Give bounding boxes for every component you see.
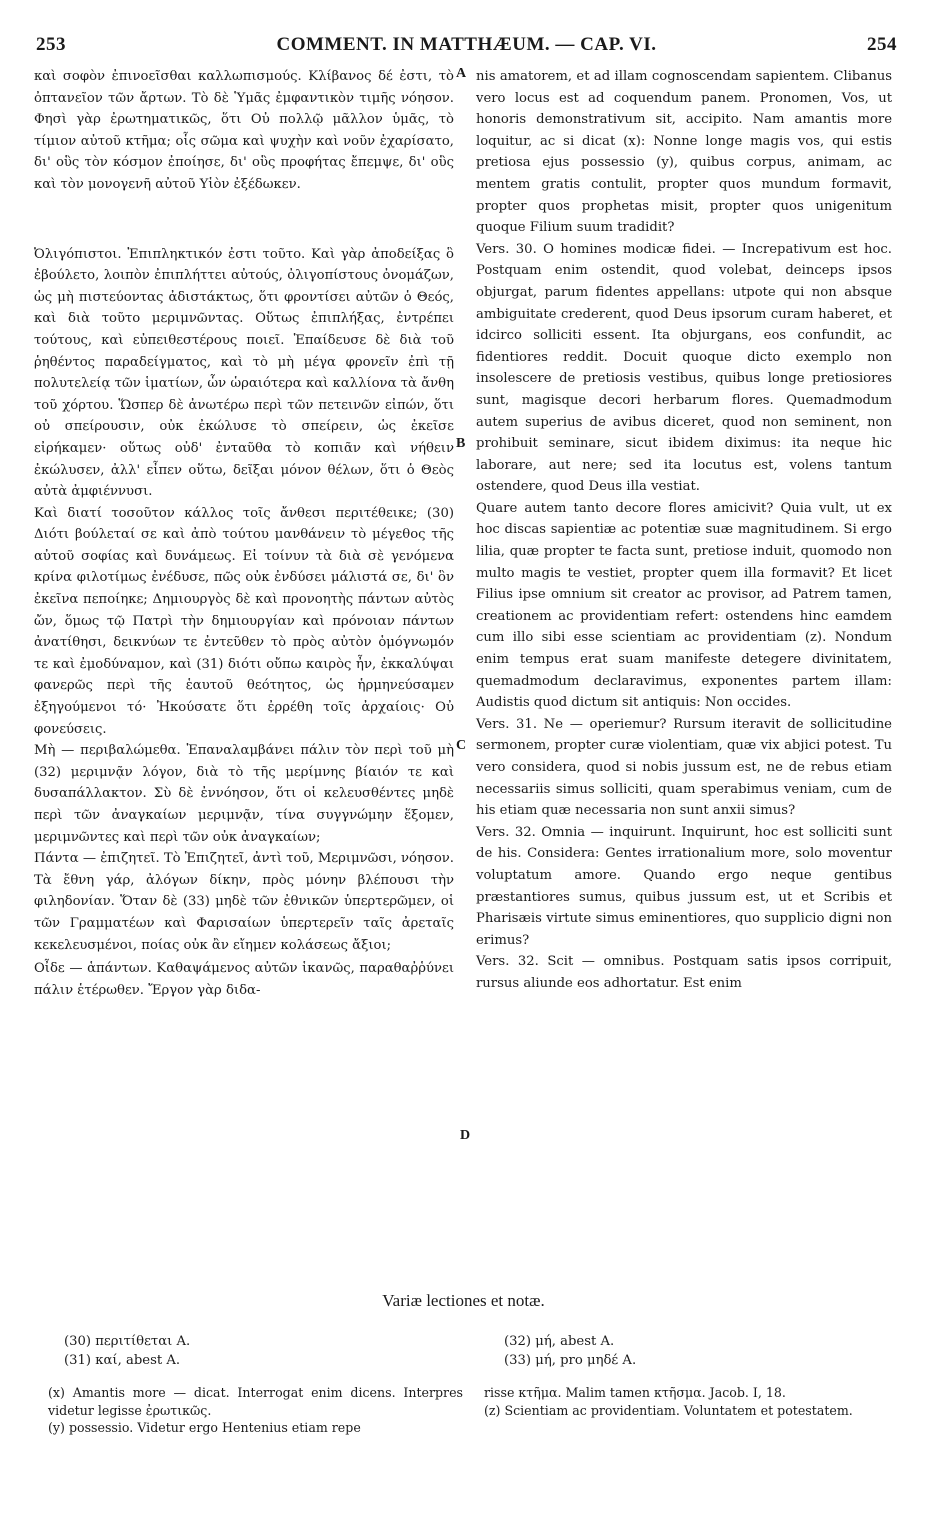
latin-paragraph: Vers. 32. Scit — omnibus. Postquam satis ipsos corripuit, rursus aliunde eos adhortatur. Est enim [476, 954, 892, 991]
greek-paragraph: καὶ σοφὸν ἐπινοεῖσθαι καλλωπισμούς. Κλίβανος δέ ἐστι, τὸ ὀπτανεῖον τῶν ἄρτων. Τὸ δὲ Ὑμᾶς ἐμφαντικὸν τιμῆς νόησον. Φησὶ γὰρ ἐρωτηματικῶς, ὅτι Οὐ πολλῷ μᾶλλον ὑμᾶς, τὸ τίμιον αὐτοῦ κτῆμα; οἷς σῶμα καὶ ψυχὴν καὶ νοῦν ἐχαρίσατο, δι' οὓς τὸν κόσμον ἐποίησε, δι' οὓς προφήτας ἔπεμψε, δι' οὓς καὶ τὸν μονογενῆ αὐτοῦ Υἱὸν ἐξέδωκεν. [34, 69, 454, 192]
footnote: (z) Scientiam ac providentiam. Voluntatem et potestatem. [484, 1402, 853, 1418]
page-number-right: 254 [867, 34, 897, 55]
variant-note: (32) μή, abest A. [504, 1334, 615, 1349]
latin-paragraph: Vers. 31. Ne — operiemur? Rursum iteravit de sollicitudine sermonem, propter curæ violentiam, quæ vix abjici potest. Tu vero considera, quod si nobis jussum est, ne de rebus etiam necessariis simus solliciti, quam sperabimus veniam, cum de his etiam quæ necessaria non sunt anxii simus? [476, 716, 892, 819]
greek-paragraph: Μὴ — περιβαλώμεθα. Ἐπαναλαμβάνει πάλιν τὸν περὶ τοῦ μὴ (32) μεριμνᾷν λόγον, διὰ τὸ τῆς μερίμνης βίαιόν τε καὶ δυσαπάλλακτον. Σὺ δὲ ἐννόησον, ὅτι οἱ κελευσθέντες μηδὲ περὶ τῶν ἀναγκαίων μεριμνᾷν, τίνα συγγνώμην ἕξομεν, μεριμνῶντες καὶ περὶ τῶν οὐκ ἀναγκαίων; [34, 743, 454, 845]
greek-column [34, 66, 454, 1001]
variant-note: (33) μή, pro μηδέ A. [504, 1353, 637, 1368]
margin-letter-d: D [460, 1128, 471, 1143]
variae-lectiones-heading: Variæ lectiones et notæ. [382, 1291, 545, 1310]
greek-paragraph: Πάντα — ἐπιζητεῖ. Τὸ Ἐπιζητεῖ, ἀντὶ τοῦ, Μεριμνῶσι, νόησον. Τὰ ἔθνη γάρ, ἀλόγων δίκην, πρὸς μόνην βλέπουσι τὴν φιληδονίαν. Ὅταν δὲ (33) μηδὲ τῶν ἐθνικῶν ὑπερτερῶμεν, οἱ τῶν Γραμματέων καὶ Φαρισαίων ὑπερτερεῖν ταῖς ἀρεταῖς κεκελευσμένοι, ποίας οὐκ ἂν εἴημεν κολάσεως ἄξιοι; [34, 851, 454, 953]
latin-paragraph: Vers. 30. O homines modicæ fidei. — Increpativum est hoc. Postquam enim ostendit, quod volebat, deinceps ipsos objurgat, parum fidentes appellans: utpote qui non absque ambiguitate crederent, quod Deus ipsorum curam haberet, et idcirco solliciti essent. Ita objurgans, eos confundit, ac fidentiores reddit. Docuit quoque dicto exemplo non insolescere de pretiosis vestibus, quibus longe pretiosiores sunt, magisque decori herbarum flores. Quemadmodum autem superius de avibus diceret, quod non seminent, non prohibuit seminare, sicut ibidem diximus: ita neque hic laborare, aut nere; sed ita locutus est, volens tantum ostendere, quod Deus illa vestiat. [476, 241, 892, 495]
latin-column [476, 66, 892, 995]
variant-note: (31) καί, abest A. [64, 1353, 181, 1368]
latin-paragraph: Vers. 32. Omnia — inquirunt. Inquirunt, hoc est solliciti sunt de his. Considera: Gentes irrationalium more, solo moventur voluptatum amore. Quando ergo neque gentibus præstantiores sumus, quibus jussum est, ut et Scribis et Pharisæis virtute simus eminentiores, quo supplicio digni non erimus? [476, 824, 892, 948]
footnote: (y) possessio. Videtur ergo Hentenius etiam repe [48, 1420, 361, 1435]
variant-note: (30) περιτίθεται A. [64, 1334, 191, 1349]
variant-notes-left [64, 1332, 190, 1370]
margin-letter-a: A [456, 66, 467, 81]
footnotes-right [484, 1384, 896, 1419]
footnote: risse κτῆμα. Malim tamen κτῆσμα. Jacob. I, 18. [484, 1385, 786, 1400]
greek-paragraph: Ὀλιγόπιστοι. Ἐπιπληκτικόν ἐστι τοῦτο. Καὶ γὰρ ἀποδείξας ὃ ἐβούλετο, λοιπὸν ἐπιπλήττει αὐτούς, ὀλιγοπίστους ὀνομάζων, ὡς μὴ πιστεύοντας ἀδιστάκτως, ὅτι φροντίσει αὐτῶν ὁ Θεός, καὶ διὰ τοῦτο μεριμνῶντας. Οὕτως ἐπιπλήξας, ἐντρέπει τούτους, καὶ εὐπειθεστέρους ποιεῖ. Ἐπαίδευσε δὲ διὰ τοῦ ῥηθέντος παραδείγματος, καὶ τὸ μὴ μέγα φρονεῖν ἐπὶ τῇ πολυτελείᾳ τῶν ἱματίων, ὧν ὡραιότερα καὶ καλλίονα τὰ ἄνθη τοῦ χόρτου. Ὥσπερ δὲ ἀνωτέρω περὶ τῶν πετεινῶν εἰπών, ὅτι οὐ σπείρουσιν, οὐκ ἐκώλυσε τὸ σπείρειν, ὡς ἐκεῖσε εἰρήκαμεν· οὕτως οὐδ' ἐνταῦθα τὸ κοπιᾶν καὶ νήθειν ἐκώλυσεν, ἀλλ' εἶπεν οὕτω, δεῖξαι μόνον θέλων, ὅτι ὁ Θεὸς αὐτὰ ἀμφιέννυσι. [34, 246, 454, 500]
margin-letter-c: C [456, 738, 467, 753]
page-header [36, 34, 897, 58]
latin-paragraph: Quare autem tanto decore flores amicivit? Quia vult, ut ex hoc discas sapientiæ ac potentiæ suæ magnitudinem. Si ergo lilia, quæ propter te facta sunt, pretiose induit, quomodo non multo magis te vestiet, propter quem illa formavit? Et licet Filius ipse omnium sit creator ac provisor, ad Patrem tamen, creationem ac providentiam refert: ostendens hinc eamdem cum illo sibi esse scientiam ac providentiam (z). Nondum enim tempus erat suam manifeste detegere divinitatem, quemadmodum declaravimus, exponentes partem illam: Audistis quod dictum sit antiquis: Non occides. [476, 500, 892, 711]
latin-paragraph: nis amatorem, et ad illam cognoscendam sapientem. Clibanus vero locus est ad coquendum panem. Pronomen, Vos, ut honoris demonstrativum sit, accipito. Nam amantis more loquitur, ac si dicat (x): Nonne longe magis vos, qui estis pretiosa ejus possessio (y), quibus corpus, animam, ac mentem gratis contulit, propter quos mundum formavit, propter quos prophetas misit, propter quos unigenitum quoque Filium suum tradidit? [476, 69, 892, 236]
margin-letter-b: B [456, 436, 466, 451]
footnote: (x) Amantis more — dicat. Interrogat enim dicens. Interpres videtur legisse ἐρωτικῶς. [48, 1385, 463, 1418]
greek-paragraph: Οἶδε — ἁπάντων. Καθαψάμενος αὐτῶν ἱκανῶς, παραθαῤῥύνει πάλιν ἑτέρωθεν. Ἔργον γὰρ διδα- [34, 961, 454, 998]
greek-paragraph: Καὶ διατί τοσοῦτον κάλλος τοῖς ἄνθεσι περιτέθεικε; (30) Διότι βούλεταί σε καὶ ἀπὸ τούτου μανθάνειν τὸ μέγεθος τῆς αὐτοῦ σοφίας καὶ δυνάμεως. Εἰ τοίνυν τὰ διὰ σὲ γενόμενα κρίνα φιλοτίμως ἐνέδυσε, πῶς οὐκ ἐνδύσει μάλιστά σε, δι' ὃν ἐκεῖνα πεποίηκε; Δημιουργὸς δὲ καὶ προνοητὴς πάντων αὐτὸς ὤν, ὅμως τῷ Πατρὶ τὴν δημιουργίαν καὶ πρόνοιαν πάντων ἀνατίθησι, δεικνύων τε ἐντεῦθεν τὸ πρὸς αὐτὸν ὁμόγνωμόν τε καὶ ἐμοδύναμον, καὶ (31) διότι οὔπω καιρὸς ἦν, ἐκκαλύψαι φανερῶς περὶ τῆς ἑαυτοῦ θεότητος, ὡς ἡρμηνεύσαμεν ἐξηγούμενοι τό· Ἠκούσατε ὅτι ἐρρέθη τοῖς ἀρχαίοις· Οὐ φονεύσεις. [34, 505, 454, 737]
footnotes-left [48, 1384, 463, 1437]
variant-notes-right [504, 1332, 636, 1370]
running-title: COMMENT. IN MATTHÆUM. — CAP. VI. [276, 34, 657, 55]
page-number-left: 253 [36, 34, 66, 55]
